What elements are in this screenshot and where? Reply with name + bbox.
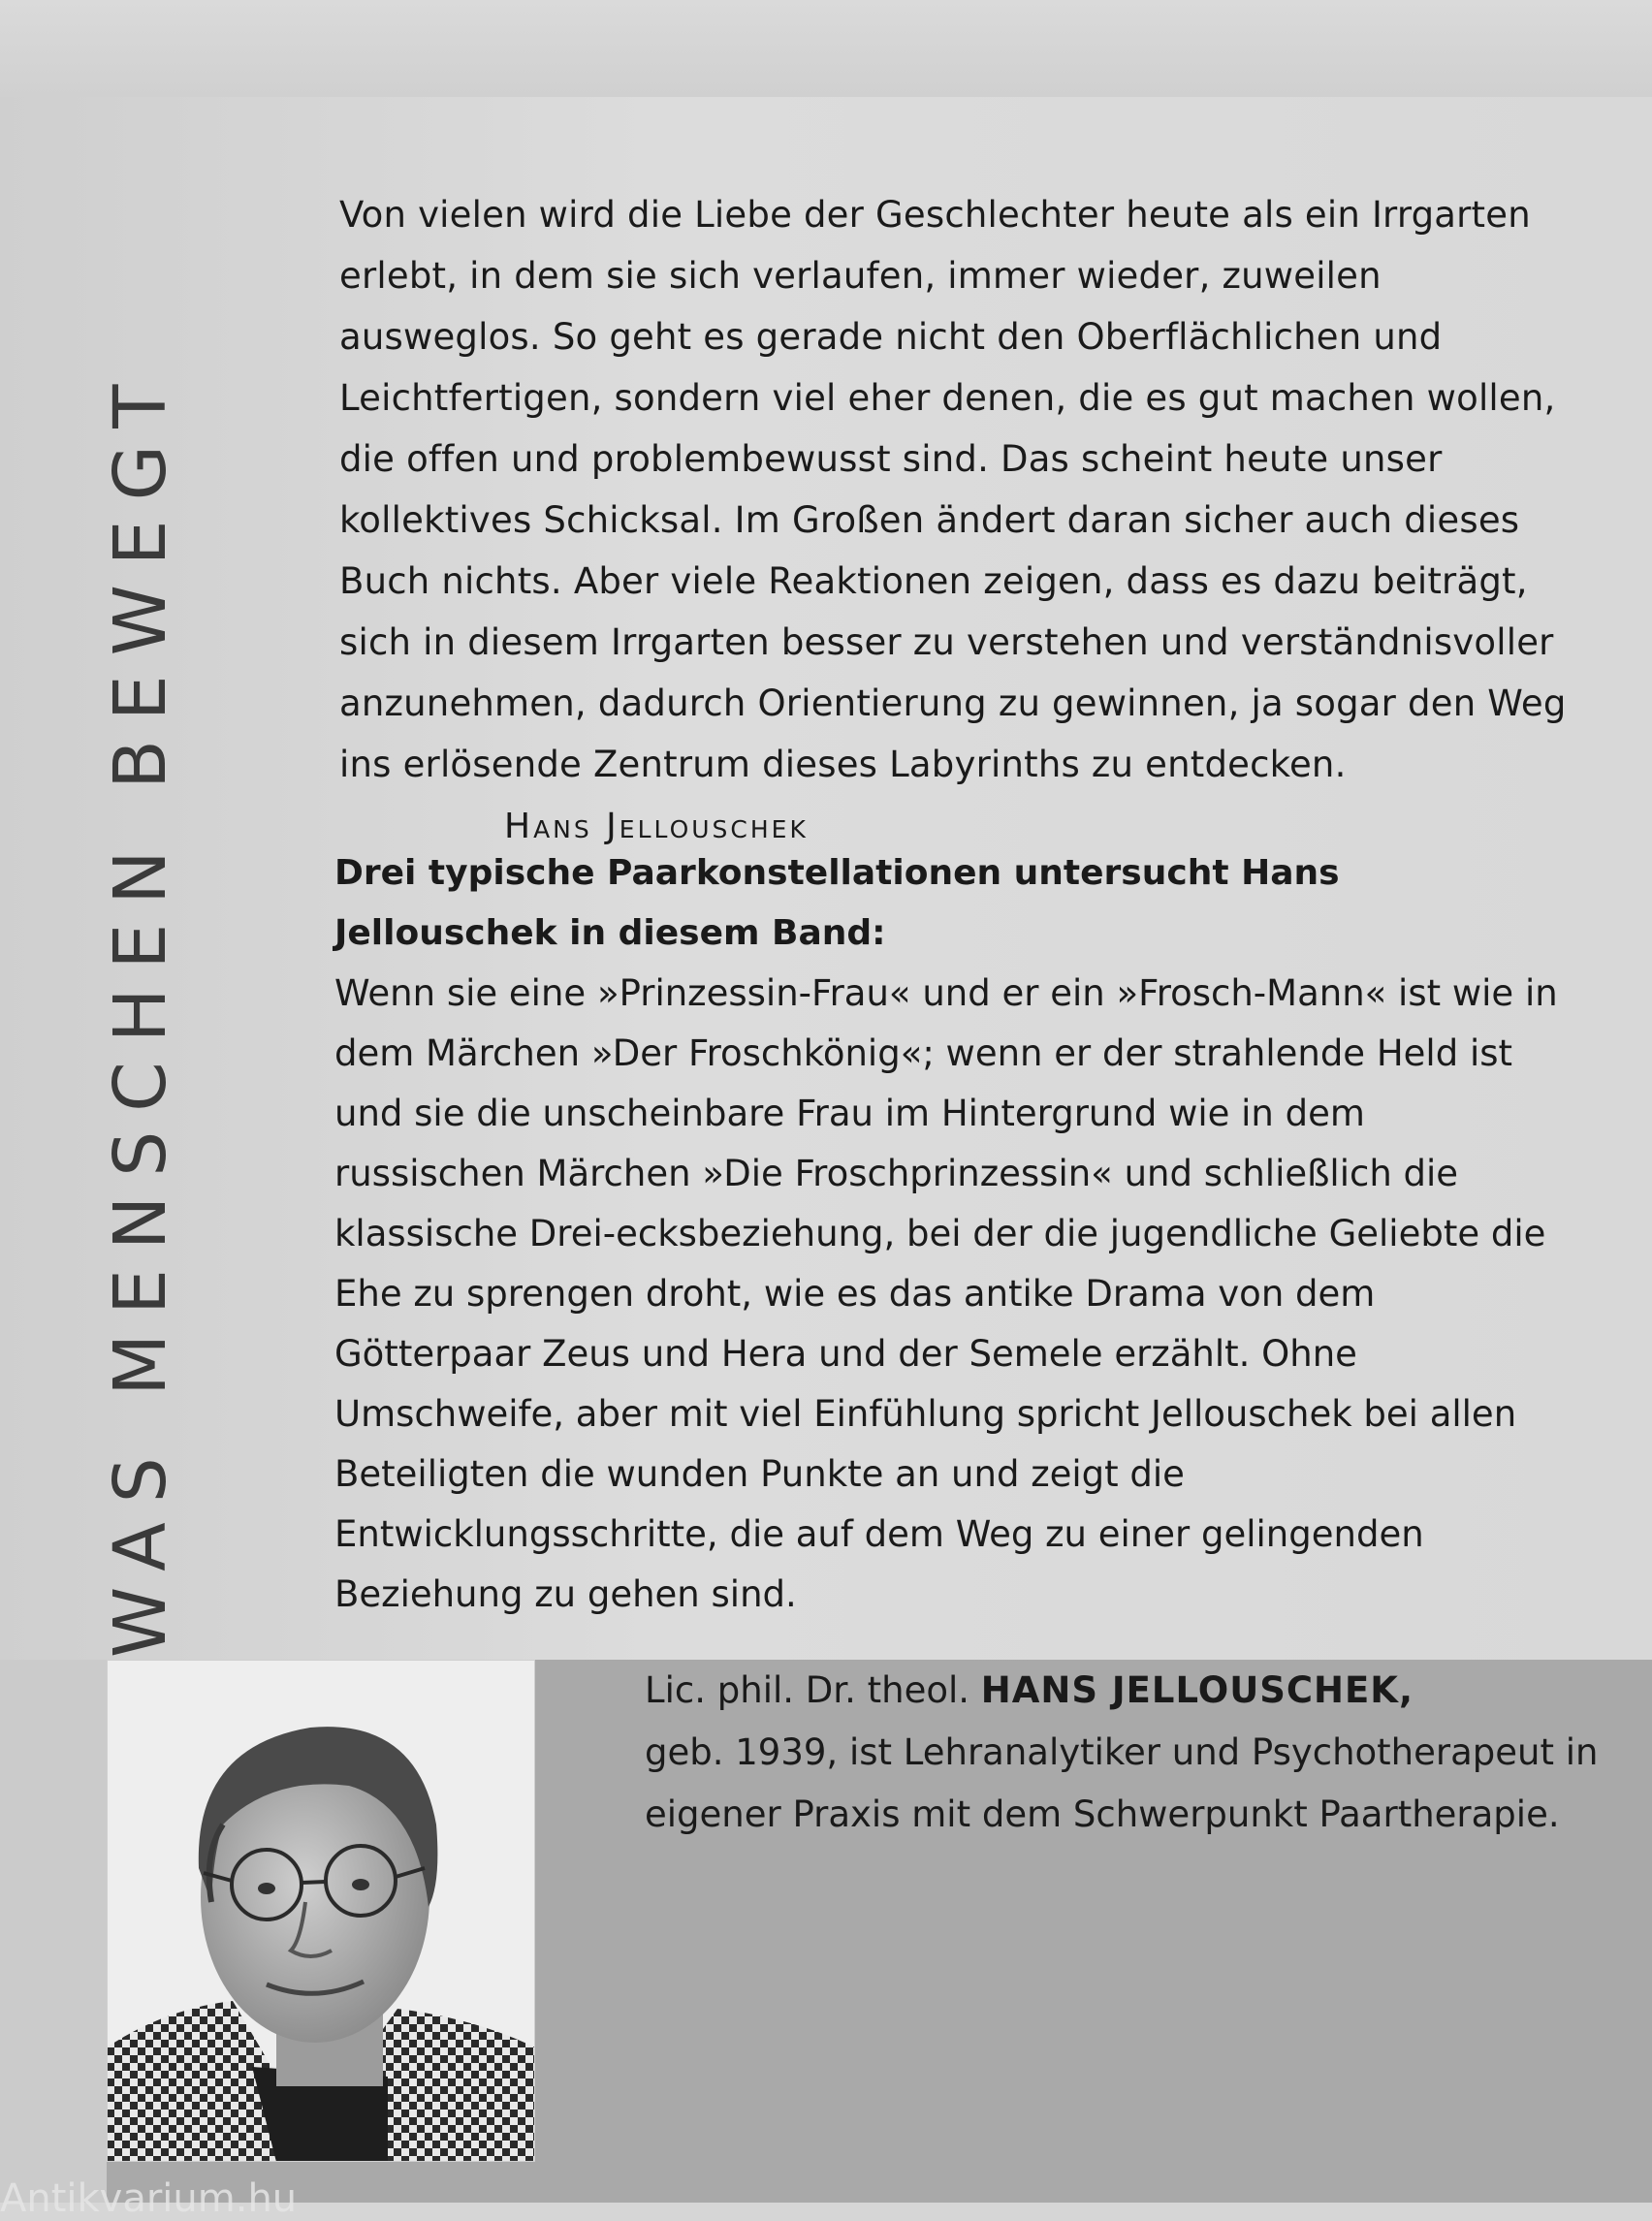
author-bio: geb. 1939, ist Lehranalytiker und Psychotherapeut in eigener Praxis mit dem Schwerpunkt Paartherapie. <box>645 1731 1599 1835</box>
blurb-signature: Hans Jellouschek <box>504 807 809 846</box>
author-portrait-image <box>107 1660 535 2162</box>
author-photo <box>107 1660 535 2162</box>
spine-title: WAS MENSCHEN BEWEGT <box>99 365 182 1658</box>
author-title-prefix: Lic. phil. Dr. theol. <box>645 1669 970 1711</box>
blurb-text <box>339 184 1571 857</box>
section-body: Wenn sie eine »Prinzessin-Frau« und er ein »Frosch-Mann« ist wie in dem Märchen »Der Froschkönig«; wenn er der strahlende Held ist und sie die unscheinbare Frau im Hintergrund wie in dem russischen Märchen »Die Froschprinzessin« und schließlich die klassische Drei-ecksbeziehung, bei der die jugendliche Geliebte die Ehe zu sprengen droht, wie es das antike Drama von dem Götterpaar Zeus und Hera und der Semele erzählt. Ohne Umschweife, aber mit viel Einfühlung spricht Jellouschek bei allen Beteiligten die wunden Punkte an und zeigt die Entwicklungsschritte, die auf dem Weg zu einer gelingenden Beziehung zu gehen sind. <box>334 972 1558 1615</box>
description-section <box>334 843 1566 1625</box>
page-top-edge <box>0 0 1652 99</box>
blurb-body: Von vielen wird die Liebe der Geschlechter heute als ein Irrgarten erlebt, in dem sie sich verlaufen, immer wieder, zuweilen ausweglos. So geht es gerade nicht den Oberflächlichen und Leichtfertigen, sondern viel eher denen, die es gut machen wollen, die offen und problembewusst sind. Das scheint heute unser kollektives Schicksal. Im Großen ändert daran sicher auch dieses Buch nichts. Aber viele Reaktionen zeigen, dass es dazu beiträgt, sich in diesem Irrgarten besser zu verstehen und verständnisvoller anzunehmen, dadurch Orientierung zu gewinnen, ja sogar den Weg ins erlösende Zentrum dieses Labyrinths zu entdecken. <box>339 194 1567 785</box>
author-name: HANS JELLOUSCHEK, <box>980 1669 1414 1711</box>
watermark: Antikvarium.hu <box>0 2176 298 2221</box>
section-heading: Drei typische Paarkonstellationen untersucht Hans Jellouschek in diesem Band: <box>334 853 1340 953</box>
blurb-block <box>339 184 1571 857</box>
author-panel <box>0 1660 1652 2203</box>
author-title-line <box>645 1660 1614 1722</box>
panel-margin <box>0 1660 107 2203</box>
author-info <box>645 1660 1614 1846</box>
